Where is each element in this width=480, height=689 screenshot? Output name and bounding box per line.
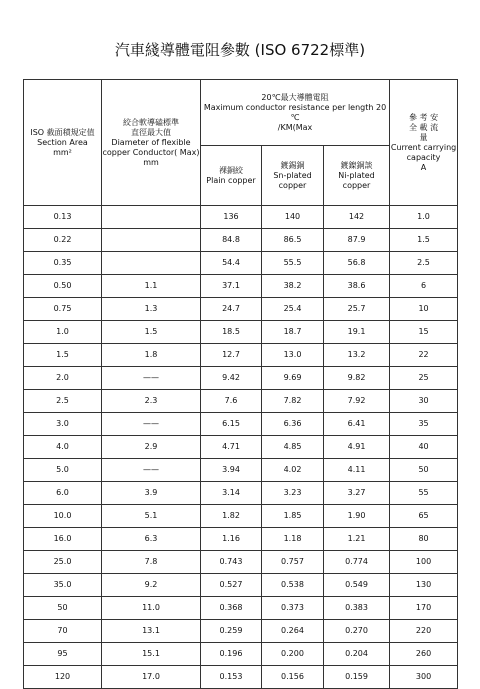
cell-diameter: 1.5 <box>102 321 201 344</box>
cell-plain-copper: 7.6 <box>201 390 262 413</box>
header-section-area: ISO 截面積規定值 Section Area mm² <box>24 80 102 206</box>
cell-plain-copper: 0.153 <box>201 666 262 689</box>
cell-section-area: 1.5 <box>24 344 102 367</box>
cell-plain-copper: 37.1 <box>201 275 262 298</box>
cell-ni-plated: 4.91 <box>324 436 390 459</box>
cell-diameter: 13.1 <box>102 620 201 643</box>
cell-sn-plated: 4.02 <box>262 459 324 482</box>
cell-plain-copper: 24.7 <box>201 298 262 321</box>
cell-sn-plated: 0.373 <box>262 597 324 620</box>
table-row <box>24 229 458 252</box>
cell-current: 65 <box>390 505 458 528</box>
cell-diameter: 7.8 <box>102 551 201 574</box>
table-row <box>24 459 458 482</box>
header-plain-copper: 裸銅絞 Plain copper <box>201 146 262 206</box>
cell-sn-plated: 13.0 <box>262 344 324 367</box>
cell-sn-plated: 4.85 <box>262 436 324 459</box>
cell-section-area: 50 <box>24 597 102 620</box>
cell-current: 130 <box>390 574 458 597</box>
cell-sn-plated: 86.5 <box>262 229 324 252</box>
cell-section-area: 10.0 <box>24 505 102 528</box>
cell-ni-plated: 7.92 <box>324 390 390 413</box>
cell-current: 2.5 <box>390 252 458 275</box>
table-row <box>24 252 458 275</box>
cell-current: 6 <box>390 275 458 298</box>
cell-plain-copper: 6.15 <box>201 413 262 436</box>
cell-ni-plated: 0.270 <box>324 620 390 643</box>
cell-plain-copper: 4.71 <box>201 436 262 459</box>
cell-ni-plated: 142 <box>324 206 390 229</box>
cell-sn-plated: 140 <box>262 206 324 229</box>
cell-ni-plated: 3.27 <box>324 482 390 505</box>
cell-sn-plated: 55.5 <box>262 252 324 275</box>
cell-diameter: 9.2 <box>102 574 201 597</box>
cell-sn-plated: 0.156 <box>262 666 324 689</box>
header-current-capacity: 參 考 安 全 載 流 量 Current carrying capacity A <box>390 80 458 206</box>
cell-current: 25 <box>390 367 458 390</box>
cell-diameter <box>102 206 201 229</box>
table-row <box>24 528 458 551</box>
cell-section-area: 2.0 <box>24 367 102 390</box>
cell-section-area: 95 <box>24 643 102 666</box>
cell-sn-plated: 9.69 <box>262 367 324 390</box>
cell-sn-plated: 7.82 <box>262 390 324 413</box>
cell-ni-plated: 1.90 <box>324 505 390 528</box>
cell-plain-copper: 84.8 <box>201 229 262 252</box>
table-row <box>24 390 458 413</box>
cell-current: 22 <box>390 344 458 367</box>
cell-ni-plated: 6.41 <box>324 413 390 436</box>
table-row <box>24 275 458 298</box>
cell-sn-plated: 0.264 <box>262 620 324 643</box>
cell-diameter: 17.0 <box>102 666 201 689</box>
cell-sn-plated: 1.18 <box>262 528 324 551</box>
cell-plain-copper: 18.5 <box>201 321 262 344</box>
cell-section-area: 35.0 <box>24 574 102 597</box>
cell-current: 30 <box>390 390 458 413</box>
cell-current: 80 <box>390 528 458 551</box>
cell-current: 55 <box>390 482 458 505</box>
cell-plain-copper: 0.527 <box>201 574 262 597</box>
table-row <box>24 643 458 666</box>
cell-ni-plated: 1.21 <box>324 528 390 551</box>
cell-plain-copper: 3.94 <box>201 459 262 482</box>
cell-diameter: —— <box>102 413 201 436</box>
cell-sn-plated: 0.538 <box>262 574 324 597</box>
cell-ni-plated: 38.6 <box>324 275 390 298</box>
table-row <box>24 597 458 620</box>
cell-ni-plated: 13.2 <box>324 344 390 367</box>
cell-diameter: 2.3 <box>102 390 201 413</box>
cell-ni-plated: 25.7 <box>324 298 390 321</box>
document-title: 汽車綫導體電阻參數 (ISO 6722標準) <box>114 41 366 59</box>
header-sn-plated: 鍍錫銅 Sn-plated copper <box>262 146 324 206</box>
cell-diameter: 5.1 <box>102 505 201 528</box>
table-row <box>24 321 458 344</box>
cell-current: 260 <box>390 643 458 666</box>
header-max-resistance: 20℃最大導體電阻 Maximum conductor resistance per length 20 ℃ /KM(Max <box>201 80 390 146</box>
cell-plain-copper: 136 <box>201 206 262 229</box>
cell-section-area: 5.0 <box>24 459 102 482</box>
cell-ni-plated: 9.82 <box>324 367 390 390</box>
cell-plain-copper: 54.4 <box>201 252 262 275</box>
table-row <box>24 574 458 597</box>
cell-section-area: 2.5 <box>24 390 102 413</box>
cell-diameter: 1.3 <box>102 298 201 321</box>
header-diameter: 絞合軟導磕標準 直徑最大值 Diameter of flexible copper Conductor( Max) mm <box>102 80 201 206</box>
cell-sn-plated: 6.36 <box>262 413 324 436</box>
cell-ni-plated: 0.774 <box>324 551 390 574</box>
cell-ni-plated: 0.159 <box>324 666 390 689</box>
cell-current: 1.0 <box>390 206 458 229</box>
cell-ni-plated: 87.9 <box>324 229 390 252</box>
cell-diameter: 1.8 <box>102 344 201 367</box>
cell-diameter <box>102 229 201 252</box>
table-row <box>24 551 458 574</box>
cell-current: 40 <box>390 436 458 459</box>
resistance-table <box>23 79 458 689</box>
cell-section-area: 1.0 <box>24 321 102 344</box>
cell-section-area: 0.50 <box>24 275 102 298</box>
cell-plain-copper: 0.368 <box>201 597 262 620</box>
table-row <box>24 666 458 689</box>
cell-diameter: 2.9 <box>102 436 201 459</box>
cell-plain-copper: 3.14 <box>201 482 262 505</box>
table-row <box>24 482 458 505</box>
cell-section-area: 70 <box>24 620 102 643</box>
table-row <box>24 413 458 436</box>
cell-section-area: 0.22 <box>24 229 102 252</box>
cell-current: 1.5 <box>390 229 458 252</box>
cell-current: 35 <box>390 413 458 436</box>
cell-section-area: 0.35 <box>24 252 102 275</box>
table-row <box>24 367 458 390</box>
table-row <box>24 436 458 459</box>
cell-sn-plated: 1.85 <box>262 505 324 528</box>
cell-plain-copper: 1.16 <box>201 528 262 551</box>
table-row <box>24 620 458 643</box>
cell-current: 100 <box>390 551 458 574</box>
cell-ni-plated: 0.204 <box>324 643 390 666</box>
cell-sn-plated: 25.4 <box>262 298 324 321</box>
cell-section-area: 25.0 <box>24 551 102 574</box>
cell-diameter: 6.3 <box>102 528 201 551</box>
cell-sn-plated: 18.7 <box>262 321 324 344</box>
cell-sn-plated: 0.200 <box>262 643 324 666</box>
cell-diameter: 1.1 <box>102 275 201 298</box>
cell-current: 170 <box>390 597 458 620</box>
cell-current: 300 <box>390 666 458 689</box>
header-ni-plated: 鍍鎳銅談 Ni-plated copper <box>324 146 390 206</box>
table-row <box>24 206 458 229</box>
cell-current: 10 <box>390 298 458 321</box>
cell-section-area: 4.0 <box>24 436 102 459</box>
cell-ni-plated: 19.1 <box>324 321 390 344</box>
cell-diameter: 15.1 <box>102 643 201 666</box>
cell-ni-plated: 0.383 <box>324 597 390 620</box>
cell-section-area: 0.75 <box>24 298 102 321</box>
cell-sn-plated: 0.757 <box>262 551 324 574</box>
cell-section-area: 16.0 <box>24 528 102 551</box>
cell-current: 15 <box>390 321 458 344</box>
cell-current: 50 <box>390 459 458 482</box>
cell-diameter: 3.9 <box>102 482 201 505</box>
cell-current: 220 <box>390 620 458 643</box>
table-row <box>24 298 458 321</box>
cell-plain-copper: 12.7 <box>201 344 262 367</box>
table-row <box>24 505 458 528</box>
cell-diameter: 11.0 <box>102 597 201 620</box>
table-body <box>24 206 458 689</box>
cell-plain-copper: 0.196 <box>201 643 262 666</box>
cell-section-area: 6.0 <box>24 482 102 505</box>
table-row <box>24 344 458 367</box>
cell-diameter <box>102 252 201 275</box>
cell-sn-plated: 3.23 <box>262 482 324 505</box>
cell-section-area: 0.13 <box>24 206 102 229</box>
cell-ni-plated: 0.549 <box>324 574 390 597</box>
cell-diameter: —— <box>102 367 201 390</box>
cell-sn-plated: 38.2 <box>262 275 324 298</box>
cell-ni-plated: 4.11 <box>324 459 390 482</box>
cell-ni-plated: 56.8 <box>324 252 390 275</box>
cell-section-area: 120 <box>24 666 102 689</box>
cell-plain-copper: 0.259 <box>201 620 262 643</box>
cell-diameter: —— <box>102 459 201 482</box>
cell-plain-copper: 9.42 <box>201 367 262 390</box>
cell-plain-copper: 0.743 <box>201 551 262 574</box>
cell-plain-copper: 1.82 <box>201 505 262 528</box>
cell-section-area: 3.0 <box>24 413 102 436</box>
